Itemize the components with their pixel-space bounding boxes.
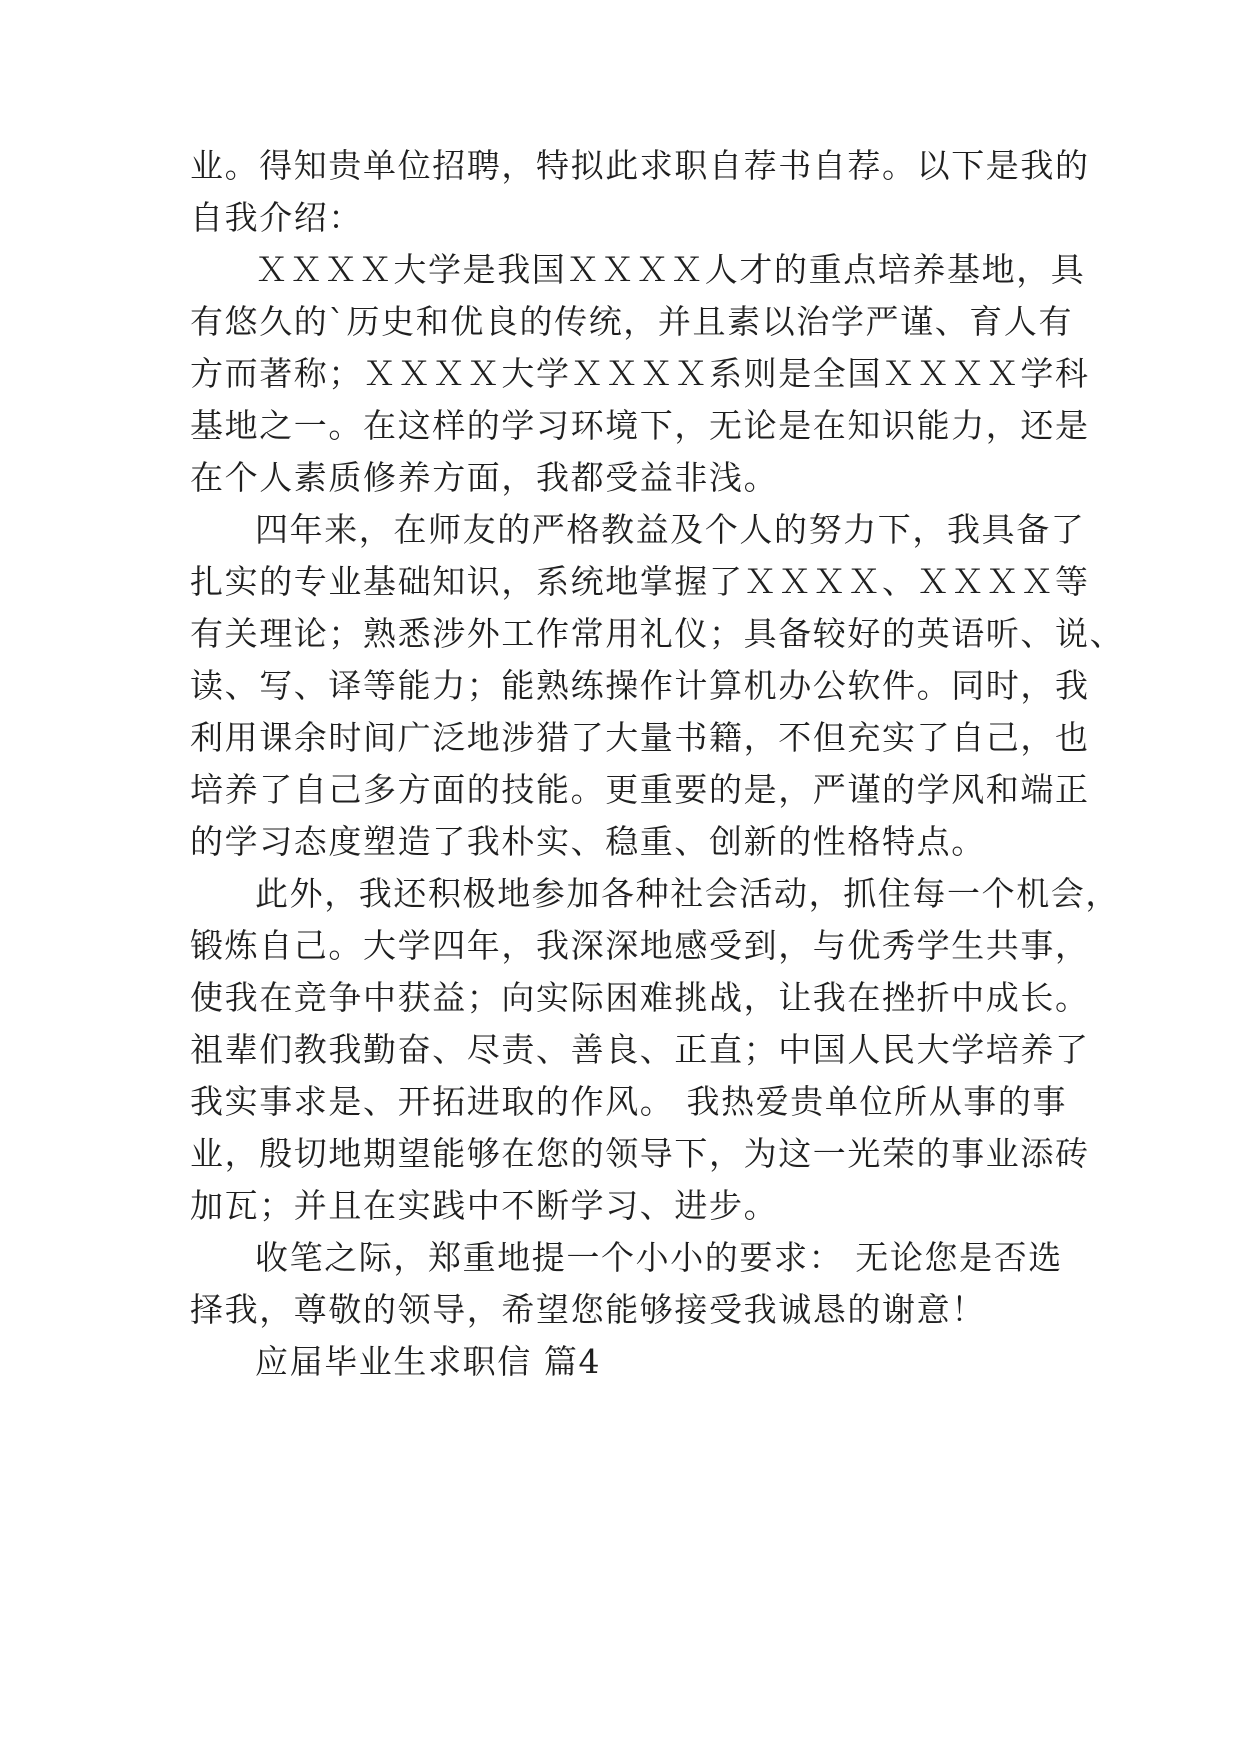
text-line-20: 业，殷切地期望能够在您的领导下，为这一光荣的事业添砖: [190, 1134, 1090, 1173]
text-line-2: 自我介绍：: [190, 198, 363, 237]
text-line-4: 有悠久的`历史和优良的传统，并且素以治学严谨、育人有: [190, 302, 1074, 341]
text-line-13: 培养了自己多方面的技能。更重要的是，严谨的学风和端正: [190, 770, 1090, 809]
text-line-7: 在个人素质修养方面，我都受益非浅。: [190, 458, 779, 497]
text-line-23: 择我，尊敬的领导，希望您能够接受我诚恳的谢意！: [190, 1290, 986, 1329]
text-line-10: 有关理论；熟悉涉外工作常用礼仪；具备较好的英语听、说、: [190, 614, 1125, 653]
text-line-9: 扎实的专业基础知识，系统地掌握了ＸＸＸＸ、ＸＸＸＸ等: [190, 562, 1090, 601]
text-line-14: 的学习态度塑造了我朴实、稳重、创新的性格特点。: [190, 822, 986, 861]
text-line-8: 四年来，在师友的严格教益及个人的努力下，我具备了: [255, 510, 1086, 549]
text-line-22: 收笔之际，郑重地提一个小小的要求： 无论您是否选: [255, 1238, 1063, 1277]
text-line-6: 基地之一。在这样的学习环境下，无论是在知识能力，还是: [190, 406, 1090, 445]
text-line-19: 我实事求是、开拓进取的作风。 我热爱贵单位所从事的事: [190, 1082, 1068, 1121]
text-line-17: 使我在竞争中获益；向实际困难挑战，让我在挫折中成长。: [190, 978, 1090, 1017]
text-line-21: 加瓦；并且在实践中不断学习、进步。: [190, 1186, 779, 1225]
text-line-18: 祖辈们教我勤奋、尽责、善良、正直；中国人民大学培养了: [190, 1030, 1090, 1069]
text-line-11: 读、写、译等能力；能熟练操作计算机办公软件。同时，我: [190, 666, 1090, 705]
text-line-16: 锻炼自己。大学四年，我深深地感受到，与优秀学生共事，: [190, 926, 1090, 965]
text-line-12: 利用课余时间广泛地涉猎了大量书籍，不但充实了自己，也: [190, 718, 1090, 757]
text-line-15: 此外，我还积极地参加各种社会活动，抓住每一个机会，: [255, 874, 1120, 913]
text-line-5: 方而著称；ＸＸＸＸ大学ＸＸＸＸ系则是全国ＸＸＸＸ学科: [190, 354, 1090, 393]
section-heading: 应届毕业生求职信 篇4: [255, 1342, 602, 1381]
text-line-3: ＸＸＸＸ大学是我国ＸＸＸＸ人才的重点培养基地，具: [255, 250, 1086, 289]
text-line-1: 业。得知贵单位招聘，特拟此求职自荐书自荐。以下是我的: [190, 146, 1090, 185]
